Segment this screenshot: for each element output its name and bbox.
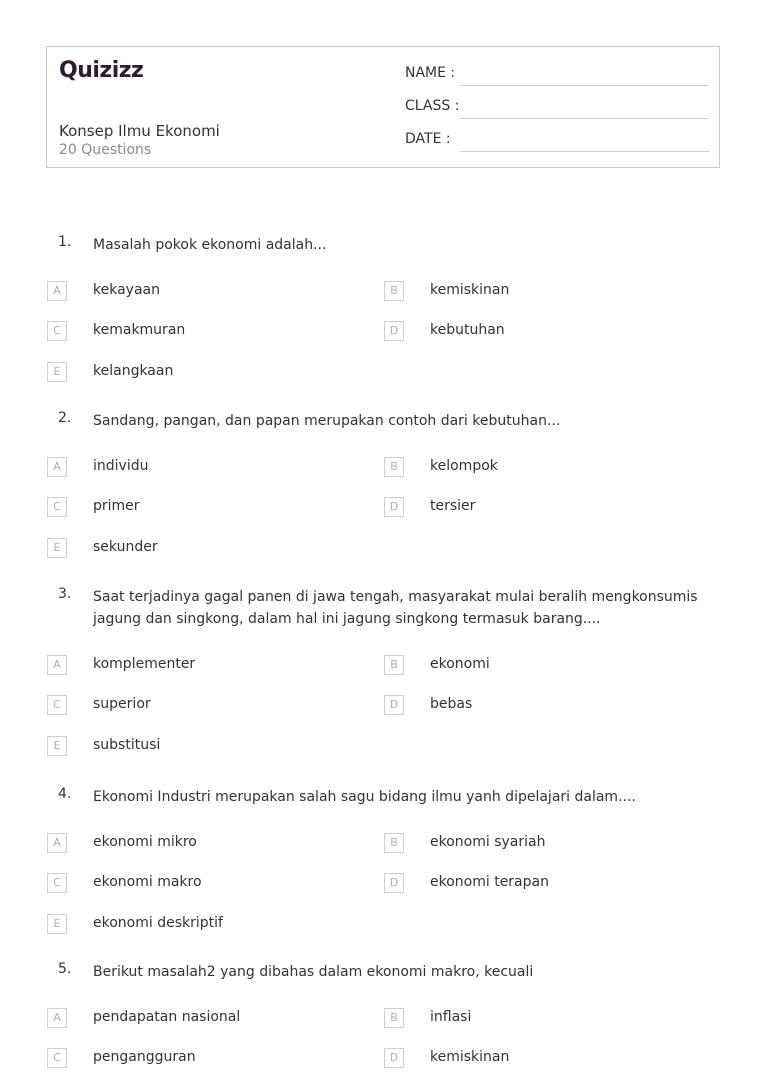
worksheet-header (46, 46, 720, 168)
option-letter-box[interactable]: A (47, 281, 67, 301)
option-letter-box[interactable]: C (47, 695, 67, 715)
option-letter-box[interactable]: E (47, 362, 67, 382)
question-text: jagung dan singkong, dalam hal ini jagung singkong termasuk barang.... (93, 611, 601, 627)
option-text: primer (93, 498, 140, 514)
option-letter-box[interactable]: A (47, 833, 67, 853)
option-text: sekunder (93, 539, 158, 555)
date-line (460, 151, 709, 152)
option-text: kelangkaan (93, 363, 174, 379)
option-text: kemakmuran (93, 322, 186, 338)
option-letter-box[interactable]: A (47, 655, 67, 675)
option-letter-box[interactable]: C (47, 1048, 67, 1068)
option-text: ekonomi (430, 656, 490, 672)
option-letter-box[interactable]: B (384, 457, 404, 477)
option-text: superior (93, 696, 151, 712)
quizizz-logo: Quizizz (59, 58, 144, 83)
question-text: Saat terjadinya gagal panen di jawa tengah, masyarakat mulai beralih mengkonsumis (93, 589, 698, 605)
option-letter-box[interactable]: D (384, 1048, 404, 1068)
option-letter-box[interactable]: D (384, 873, 404, 893)
option-text: ekonomi deskriptif (93, 915, 223, 931)
option-letter-box[interactable]: D (384, 497, 404, 517)
option-letter-box[interactable]: A (47, 457, 67, 477)
option-text: kemiskinan (430, 282, 510, 298)
question-number: 3. (58, 586, 72, 602)
option-letter-box[interactable]: E (47, 736, 67, 756)
question-text: Berikut masalah2 yang dibahas dalam ekonomi makro, kecuali (93, 964, 534, 980)
question-number: 4. (58, 786, 72, 802)
option-text: kelompok (430, 458, 498, 474)
name-label: NAME : (405, 65, 456, 81)
option-letter-box[interactable]: D (384, 695, 404, 715)
option-text: ekonomi syariah (430, 834, 546, 850)
option-letter-box[interactable]: C (47, 497, 67, 517)
option-text: kekayaan (93, 282, 160, 298)
option-letter-box[interactable]: B (384, 281, 404, 301)
worksheet-title: Konsep Ilmu Ekonomi (59, 122, 220, 140)
class-line (460, 118, 709, 119)
option-text: kebutuhan (430, 322, 505, 338)
option-text: inflasi (430, 1009, 472, 1025)
class-field[interactable] (405, 98, 709, 120)
date-field[interactable] (405, 131, 709, 153)
option-text: kemiskinan (430, 1049, 510, 1065)
name-field[interactable] (405, 65, 709, 87)
question-count: 20 Questions (59, 142, 152, 158)
question-text: Sandang, pangan, dan papan merupakan contoh dari kebutuhan... (93, 413, 561, 429)
option-text: komplementer (93, 656, 196, 672)
question-number: 2. (58, 410, 72, 426)
option-letter-box[interactable]: B (384, 833, 404, 853)
option-letter-box[interactable]: B (384, 655, 404, 675)
option-letter-box[interactable]: E (47, 914, 67, 934)
option-text: ekonomi terapan (430, 874, 549, 890)
question-number: 5. (58, 961, 72, 977)
option-text: tersier (430, 498, 476, 514)
option-letter-box[interactable]: C (47, 873, 67, 893)
option-letter-box[interactable]: A (47, 1008, 67, 1028)
option-text: pengangguran (93, 1049, 196, 1065)
option-text: ekonomi makro (93, 874, 202, 890)
name-line (460, 85, 709, 86)
option-letter-box[interactable]: C (47, 321, 67, 341)
option-letter-box[interactable]: E (47, 538, 67, 558)
question-text: Masalah pokok ekonomi adalah... (93, 237, 327, 253)
option-letter-box[interactable]: B (384, 1008, 404, 1028)
date-label: DATE : (405, 131, 451, 147)
option-text: pendapatan nasional (93, 1009, 241, 1025)
question-number: 1. (58, 234, 72, 250)
class-label: CLASS : (405, 98, 460, 114)
option-text: ekonomi mikro (93, 834, 197, 850)
option-text: bebas (430, 696, 473, 712)
question-text: Ekonomi Industri merupakan salah sagu bidang ilmu yanh dipelajari dalam.... (93, 789, 636, 805)
option-text: individu (93, 458, 149, 474)
option-text: substitusi (93, 737, 161, 753)
option-letter-box[interactable]: D (384, 321, 404, 341)
